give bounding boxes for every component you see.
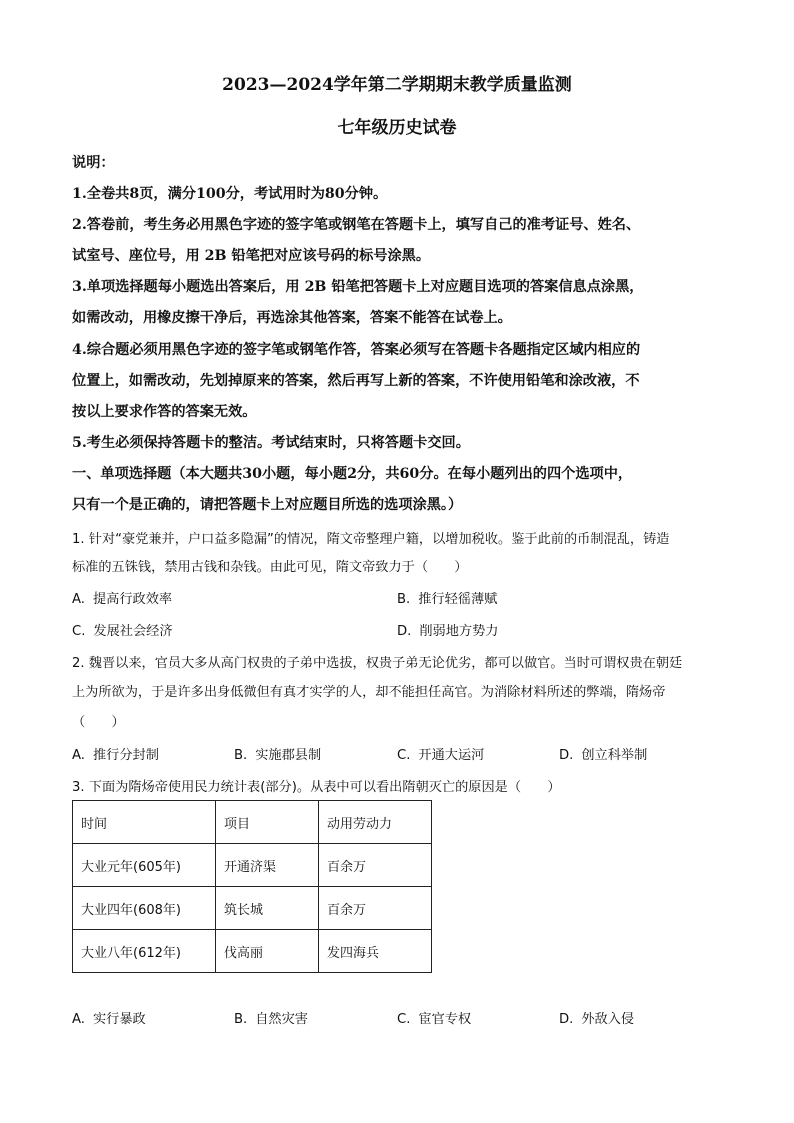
- option-text: 削弱地方势力: [419, 624, 499, 639]
- table-cell: 百余万: [319, 844, 432, 887]
- option-text: 外敌入侵: [581, 1012, 635, 1027]
- exam-title: 2023—2024学年第二学期期末教学质量监测: [222, 75, 572, 95]
- option-c[interactable]: [397, 1008, 471, 1027]
- instruction-line: 位置上，如需改动，先划掉原来的答案，然后再写上新的答案，不许使用铅笔和涂改液，不: [72, 373, 640, 389]
- question-stem-line: 1. 针对“豪党兼并，户口益多隐漏”的情况，隋文帝整理户籍，以增加税收。鉴于此前的币制混乱，铸造: [72, 532, 670, 547]
- instructions-heading: 说明：: [72, 155, 115, 171]
- option-text: 实行暴政: [92, 1012, 146, 1027]
- table-header-cell: 项目: [216, 801, 319, 844]
- option-text: 推行轻徭薄赋: [418, 592, 498, 607]
- instruction-line: 2.答卷前，考生务必用黑色字迹的签字笔或钢笔在答题卡上，填写自己的准考证号、姓名、: [72, 217, 641, 233]
- option-a[interactable]: [72, 744, 159, 763]
- option-b[interactable]: [397, 588, 497, 607]
- question-stem-line: 标准的五铢钱，禁用古钱和杂钱。由此可见，隋文帝致力于（ ）: [72, 560, 468, 575]
- option-b[interactable]: [234, 744, 321, 763]
- table-cell: 发四海兵: [319, 930, 432, 973]
- table-row: [73, 887, 432, 930]
- option-text: 发展社会经济: [93, 624, 173, 639]
- option-d[interactable]: [559, 1008, 634, 1027]
- option-label: A.: [72, 1012, 85, 1027]
- table-cell: 百余万: [319, 887, 432, 930]
- option-d[interactable]: [397, 620, 498, 639]
- table-cell: 大业八年(612年): [73, 930, 216, 973]
- option-text: 实施郡县制: [255, 748, 322, 763]
- option-label: C.: [397, 1012, 411, 1027]
- option-c[interactable]: [72, 620, 173, 639]
- table-row: [73, 930, 432, 973]
- table-row: [73, 844, 432, 887]
- option-label: A.: [72, 748, 85, 763]
- table-header-cell: 时间: [73, 801, 216, 844]
- option-label: C.: [72, 624, 86, 639]
- option-label: B.: [234, 748, 248, 763]
- question-stem-line: 3. 下面为隋炀帝使用民力统计表(部分)。从表中可以看出隋朝灭亡的原因是（ ）: [72, 780, 561, 795]
- option-text: 提高行政效率: [92, 592, 173, 607]
- section-heading-line: 只有一个是正确的，请把答题卡上对应题目所选的选项涂黑。）: [72, 497, 463, 513]
- option-text: 创立科举制: [581, 748, 648, 763]
- option-text: 自然灾害: [255, 1012, 308, 1027]
- table-cell: 伐高丽: [216, 930, 319, 973]
- exam-subtitle: 七年级历史试卷: [337, 118, 457, 138]
- labor-usage-table: [72, 800, 432, 973]
- question-stem-line: 上为所欲为，于是许多出身低微但有真才实学的人，却不能担任高官。为消除材料所述的弊端，隋炀帝: [72, 685, 666, 700]
- option-text: 宦官专权: [418, 1012, 472, 1027]
- table-header-cell: 动用劳动力: [319, 801, 432, 844]
- option-a[interactable]: [72, 588, 172, 607]
- option-text: 开通大运河: [418, 748, 485, 763]
- question-stem-line: 2. 魏晋以来，官员大多从高门权贵的子弟中选拔，权贵子弟无论优劣，都可以做官。当时可谓权贵在朝廷: [72, 656, 683, 671]
- table-header-row: [73, 801, 432, 844]
- instruction-line: 如需改动，用橡皮擦干净后，再选涂其他答案，答案不能答在试卷上。: [72, 310, 512, 326]
- option-a[interactable]: [72, 1008, 146, 1027]
- option-label: C.: [397, 748, 411, 763]
- option-label: B.: [234, 1012, 248, 1027]
- option-d[interactable]: [559, 744, 647, 763]
- instruction-line: 1.全卷共8页，满分100分，考试用时为80分钟。: [72, 186, 388, 202]
- table-cell: 开通济渠: [216, 844, 319, 887]
- section-heading-line: 一、单项选择题（本大题共30小题，每小题2分，共60分。在每小题列出的四个选项中，: [72, 466, 633, 482]
- instruction-line: 5.考生必须保持答题卡的整洁。考试结束时，只将答题卡交回。: [72, 435, 470, 451]
- option-text: 推行分封制: [92, 748, 159, 763]
- option-label: D.: [559, 748, 574, 763]
- option-c[interactable]: [397, 744, 484, 763]
- instruction-line: 3.单项选择题每小题选出答案后，用 2B 铅笔把答题卡上对应题目选项的答案信息点涂黑，: [72, 279, 644, 295]
- question-stem-line: （ ）: [72, 715, 125, 730]
- instruction-line: 试室号、座位号，用 2B 铅笔把对应该号码的标号涂黑。: [72, 248, 431, 264]
- table-cell: 大业四年(608年): [73, 887, 216, 930]
- option-label: A.: [72, 592, 85, 607]
- option-label: B.: [397, 592, 411, 607]
- option-b[interactable]: [234, 1008, 308, 1027]
- option-label: D.: [559, 1012, 574, 1027]
- option-label: D.: [397, 624, 412, 639]
- instruction-line: 4.综合题必须用黑色字迹的签字笔或钢笔作答，答案必须写在答题卡各题指定区域内相应的: [72, 342, 641, 358]
- table-cell: 筑长城: [216, 887, 319, 930]
- instruction-line: 按以上要求作答的答案无效。: [72, 404, 257, 420]
- table-cell: 大业元年(605年): [73, 844, 216, 887]
